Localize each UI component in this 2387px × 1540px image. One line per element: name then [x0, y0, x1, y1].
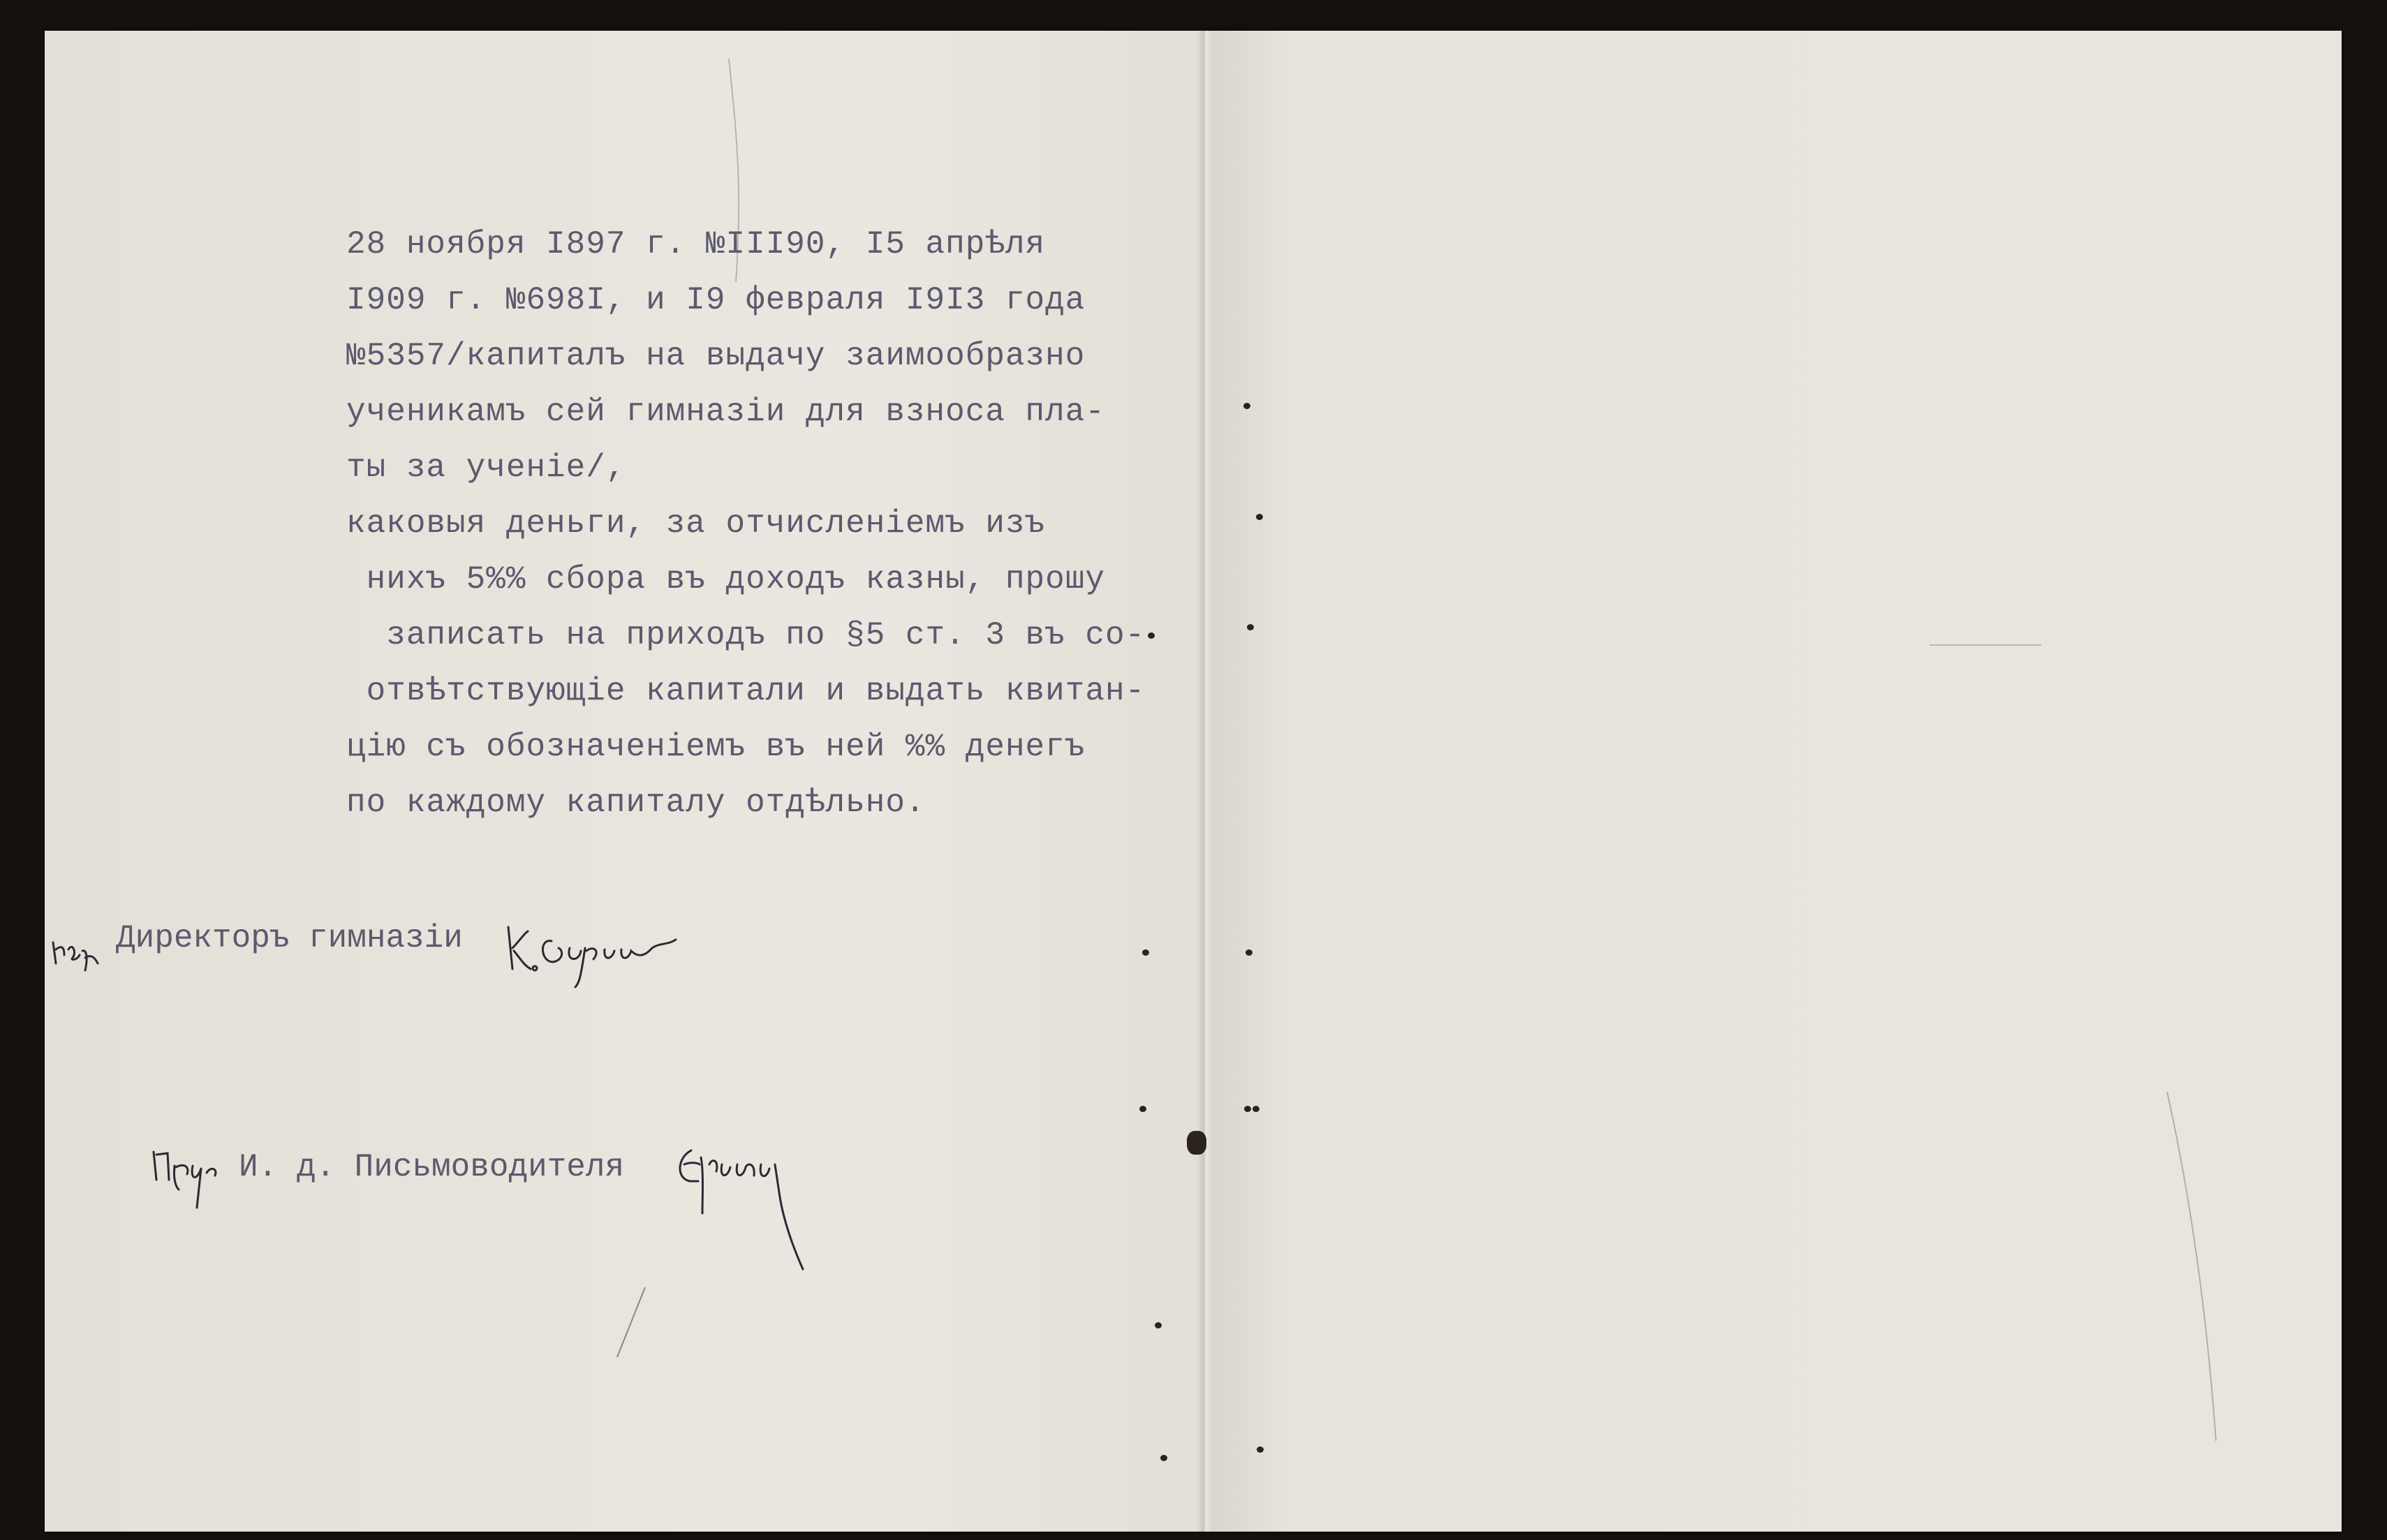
letter-line: I909 г. №698I, и I9 февраля I9I3 года — [346, 282, 1086, 318]
letter-line: ты за ученiе/, — [346, 450, 626, 486]
letter-line: 28 ноября I897 г. №III90, I5 апрѣля — [346, 226, 1046, 262]
letter-line: записать на приходъ по §5 ст. 3 въ со- — [346, 617, 1146, 653]
letter-line: №5357/капиталъ на выдачу заимообразно — [346, 338, 1086, 374]
letter-body — [346, 216, 1145, 831]
clerk-title: И. д. Письмоводителя — [239, 1149, 625, 1185]
director-handwritten-signature — [503, 920, 684, 990]
letter-line: отвѣтствующiе капитали и выдать квитан- — [346, 673, 1146, 709]
letter-line: каковыя деньги, за отчисленiемъ изъ — [346, 505, 1046, 542]
letter-line: цiю съ обозначенiемъ въ ней %% денегъ — [346, 729, 1086, 765]
director-handwritten-prefix — [49, 921, 105, 984]
letter-line: ученикамъ сей гимназiи для взноса пла- — [346, 394, 1105, 430]
clerk-handwritten-prefix — [148, 1138, 225, 1215]
letter-line: по каждому капиталу отдѣльно. — [346, 785, 926, 821]
letter-line: нихъ 5%% сбора въ доходъ казны, прошу — [346, 561, 1105, 598]
clerk-handwritten-signature — [670, 1137, 824, 1276]
director-title: Директоръ гимназiи — [116, 920, 463, 956]
